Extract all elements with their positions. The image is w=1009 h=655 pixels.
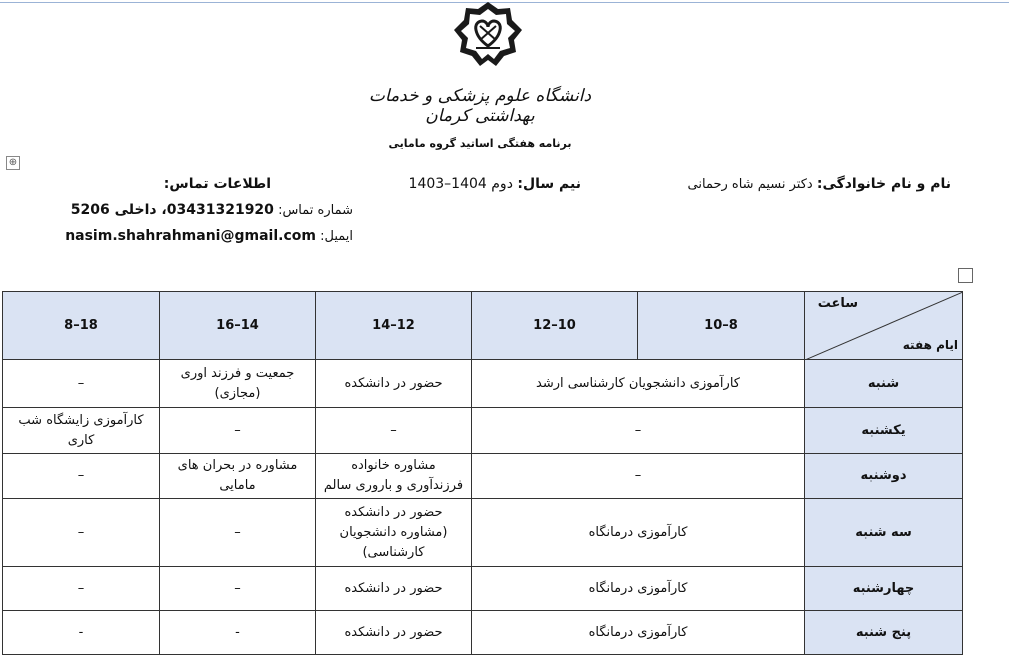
schedule-cell: –: [3, 360, 160, 408]
schedule-cell: -: [3, 611, 160, 655]
table-resize-handle-icon[interactable]: [958, 268, 973, 283]
phone-row: [71, 202, 353, 218]
time-slot-header: 8–10: [638, 292, 805, 360]
name-value: دکتر نسیم شاه رحمانی: [687, 177, 813, 192]
semester-row: [409, 176, 581, 192]
university-emblem-icon: [452, 0, 524, 68]
semester-value: دوم 1404–1403: [408, 176, 513, 192]
schedule-cell: حضور در دانشکده (مشاوره دانشجویان کارشناسی): [316, 499, 472, 567]
email-value: nasim.shahrahmani@gmail.com: [65, 228, 316, 244]
name-label: نام و نام خانوادگی:: [816, 176, 951, 192]
schedule-cell: –: [316, 408, 472, 454]
time-slot-header: 10–12: [472, 292, 638, 360]
table-row: [3, 567, 963, 611]
phone-label: شماره تماس:: [278, 203, 353, 218]
schedule-cell: –: [472, 454, 805, 499]
schedule-cell: مشاوره خانواده فرزندآوری و باروری سالم: [316, 454, 472, 499]
schedule-cell: –: [3, 499, 160, 567]
schedule-cell: جمعیت و فرزند اوری (مجازی): [160, 360, 316, 408]
corner-cell: [805, 292, 963, 360]
contact-title: [164, 176, 271, 192]
schedule-cell: –: [472, 408, 805, 454]
day-cell: پنج شنبه: [805, 611, 963, 655]
university-name: دانشگاه علوم پزشکی و خدمات بهداشتی کرمان: [368, 86, 592, 126]
hour-label: ساعت: [817, 296, 858, 311]
day-cell: چهارشنبه: [805, 567, 963, 611]
schedule-cell: –: [160, 408, 316, 454]
instructor-name-row: [688, 176, 951, 192]
schedule-cell: -: [160, 611, 316, 655]
table-row: [3, 499, 963, 567]
table-row: [3, 611, 963, 655]
schedule-cell: کارآموزی درمانگاه: [472, 611, 805, 655]
table-move-handle-icon[interactable]: ⊕: [6, 156, 20, 170]
time-slot-header: 14–16: [160, 292, 316, 360]
program-title: برنامه هفتگی اساتید گروه مامایی: [388, 137, 572, 150]
semester-label: نیم سال:: [517, 176, 581, 192]
contact-label: اطلاعات تماس:: [163, 176, 271, 192]
email-row: [65, 228, 353, 244]
time-slot-header: 18–8: [3, 292, 160, 360]
weekday-label: ایام هفته: [902, 338, 958, 352]
table-row: [3, 360, 963, 408]
schedule-cell: کارآموزی دانشجویان کارشناسی ارشد: [472, 360, 805, 408]
schedule-cell: حضور در دانشکده: [316, 567, 472, 611]
table-header-row: [3, 292, 963, 360]
weekly-schedule-table: [2, 291, 963, 655]
schedule-cell: کارآموزی درمانگاه: [472, 499, 805, 567]
day-cell: دوشنبه: [805, 454, 963, 499]
time-slot-header: 12–14: [316, 292, 472, 360]
phone-value: 03431321920، داخلی 5206: [70, 202, 274, 218]
email-label: ایمیل:: [320, 229, 353, 244]
schedule-cell: حضور در دانشکده: [316, 360, 472, 408]
schedule-cell: مشاوره در بحران های مامایی: [160, 454, 316, 499]
schedule-cell: حضور در دانشکده: [316, 611, 472, 655]
day-cell: سه شنبه: [805, 499, 963, 567]
schedule-cell: کارآموزی درمانگاه: [472, 567, 805, 611]
day-cell: یکشنبه: [805, 408, 963, 454]
table-row: [3, 454, 963, 499]
table-row: [3, 408, 963, 454]
schedule-cell: –: [160, 499, 316, 567]
schedule-cell: –: [160, 567, 316, 611]
day-cell: شنبه: [805, 360, 963, 408]
schedule-cell: –: [3, 454, 160, 499]
schedule-cell: کارآموزی زایشگاه شب کاری: [3, 408, 160, 454]
schedule-cell: –: [3, 567, 160, 611]
